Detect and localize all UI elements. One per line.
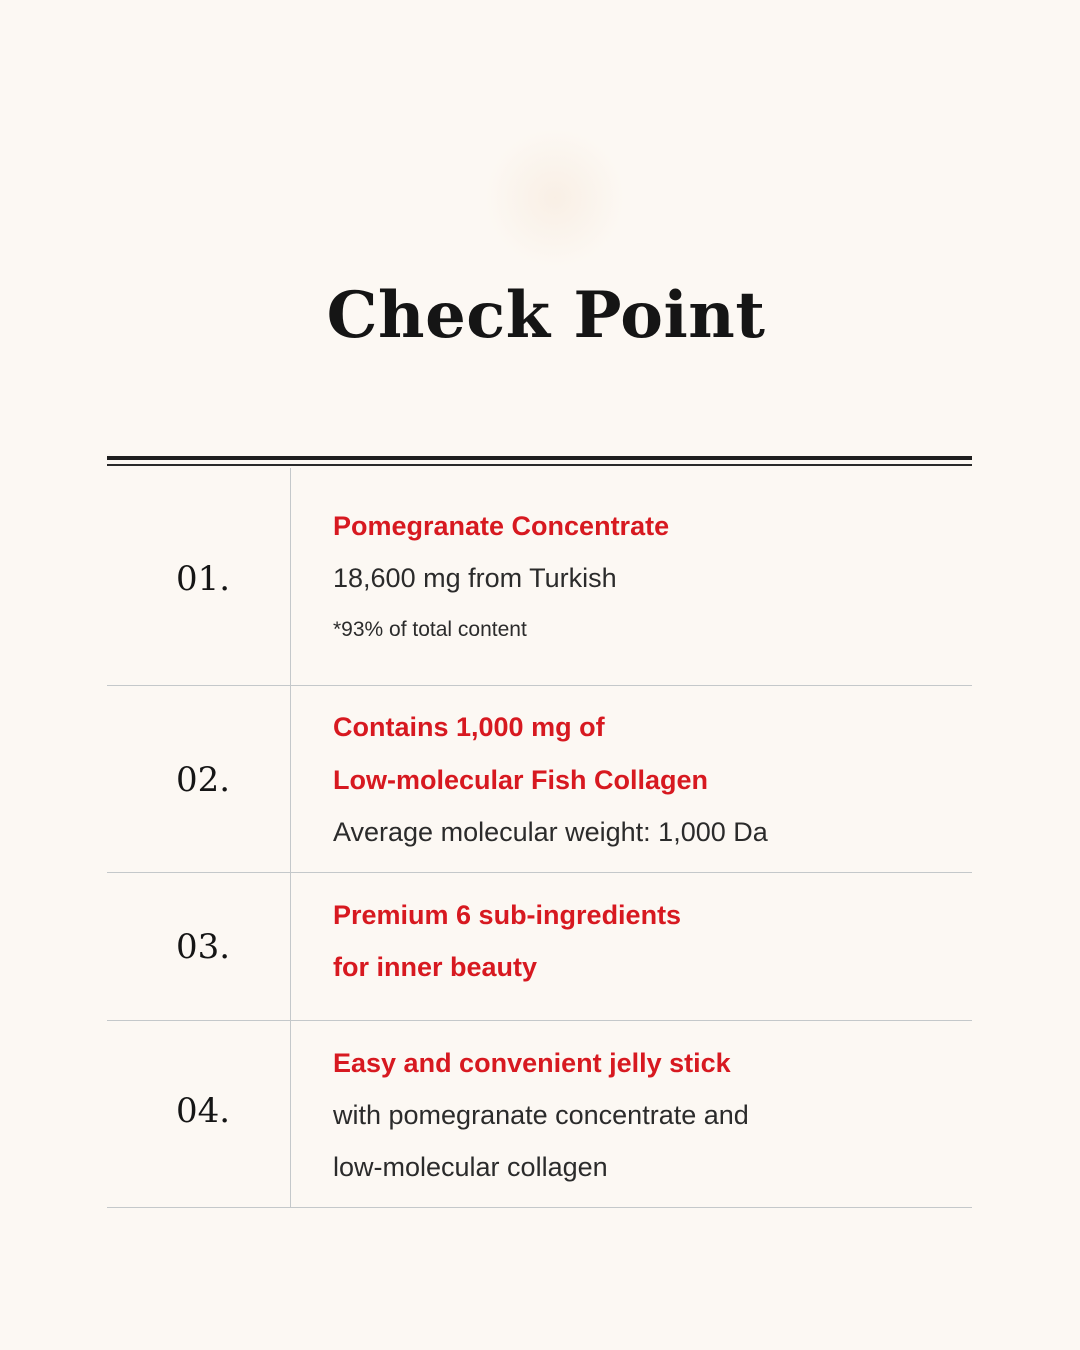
item-highlight-line: Easy and convenient jelly stick — [333, 1048, 731, 1078]
header-rule-thin — [107, 464, 972, 466]
item-note-line: *93% of total content — [333, 618, 527, 641]
item-highlight-line: Premium 6 sub-ingredients — [333, 900, 682, 930]
item-number: 04. — [176, 1091, 231, 1131]
item-body-line: low-molecular collagen — [333, 1152, 608, 1182]
row-divider-2 — [107, 872, 972, 873]
row-divider-4 — [107, 1207, 972, 1208]
item-highlight-line: for inner beauty — [333, 952, 538, 982]
row-divider-3 — [107, 1020, 972, 1021]
item-body-line: Average molecular weight: 1,000 Da — [333, 817, 768, 847]
page-title: Check Point — [326, 278, 766, 353]
row-divider-1 — [107, 685, 972, 686]
item-body-line: 18,600 mg from Turkish — [333, 563, 617, 593]
item-number: 03. — [176, 927, 231, 967]
decorative-glow — [485, 128, 625, 268]
item-highlight-line: Low-molecular Fish Collagen — [333, 765, 709, 795]
item-highlight-line: Contains 1,000 mg of — [333, 712, 605, 742]
item-number: 01. — [176, 559, 231, 599]
header-rule-thick — [107, 456, 972, 460]
column-divider — [290, 468, 291, 1207]
item-body-line: with pomegranate concentrate and — [333, 1100, 749, 1130]
item-highlight-line: Pomegranate Concentrate — [333, 511, 670, 541]
item-number: 02. — [176, 760, 231, 800]
